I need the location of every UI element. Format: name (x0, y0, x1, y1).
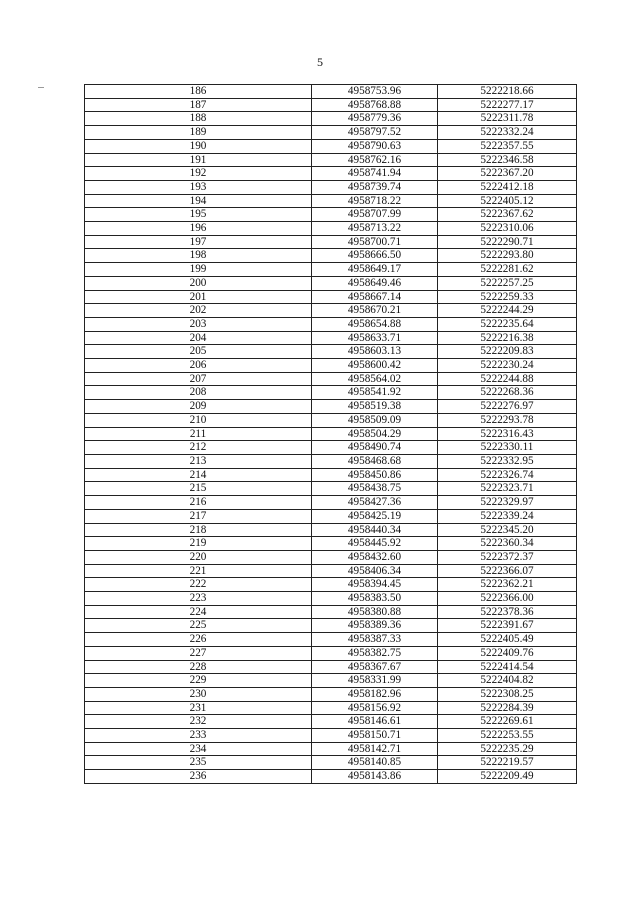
x-coordinate-cell: 4958790.63 (312, 139, 438, 153)
x-coordinate-cell: 4958779.36 (312, 112, 438, 126)
x-coordinate-cell: 4958140.85 (312, 756, 438, 770)
point-number-cell: 236 (85, 770, 312, 784)
y-coordinate-cell: 5222311.78 (438, 112, 577, 126)
y-coordinate-cell: 5222332.95 (438, 454, 577, 468)
point-number-cell: 195 (85, 208, 312, 222)
y-coordinate-cell: 5222219.57 (438, 756, 577, 770)
point-number-cell: 209 (85, 400, 312, 414)
point-number-cell: 210 (85, 413, 312, 427)
x-coordinate-cell: 4958654.88 (312, 317, 438, 331)
x-coordinate-cell: 4958156.92 (312, 701, 438, 715)
x-coordinate-cell: 4958509.09 (312, 413, 438, 427)
x-coordinate-cell: 4958753.96 (312, 85, 438, 99)
x-coordinate-cell: 4958450.86 (312, 468, 438, 482)
point-number-cell: 228 (85, 660, 312, 674)
y-coordinate-cell: 5222293.80 (438, 249, 577, 263)
table-row (85, 249, 577, 263)
point-number-cell: 217 (85, 509, 312, 523)
x-coordinate-cell: 4958633.71 (312, 331, 438, 345)
table-row (85, 687, 577, 701)
y-coordinate-cell: 5222308.25 (438, 687, 577, 701)
point-number-cell: 202 (85, 304, 312, 318)
table-row (85, 701, 577, 715)
point-number-cell: 208 (85, 386, 312, 400)
y-coordinate-cell: 5222357.55 (438, 139, 577, 153)
table-row (85, 372, 577, 386)
x-coordinate-cell: 4958797.52 (312, 126, 438, 140)
x-coordinate-cell: 4958143.86 (312, 770, 438, 784)
table-row (85, 715, 577, 729)
table-row (85, 400, 577, 414)
point-number-cell: 187 (85, 98, 312, 112)
point-number-cell: 232 (85, 715, 312, 729)
table-row (85, 263, 577, 277)
x-coordinate-cell: 4958389.36 (312, 619, 438, 633)
point-number-cell: 191 (85, 153, 312, 167)
table-row (85, 633, 577, 647)
point-number-cell: 213 (85, 454, 312, 468)
x-coordinate-cell: 4958468.68 (312, 454, 438, 468)
y-coordinate-cell: 5222310.06 (438, 222, 577, 236)
point-number-cell: 190 (85, 139, 312, 153)
table-row (85, 592, 577, 606)
point-number-cell: 235 (85, 756, 312, 770)
x-coordinate-cell: 4958649.17 (312, 263, 438, 277)
point-number-cell: 218 (85, 523, 312, 537)
table-row (85, 619, 577, 633)
table-row (85, 578, 577, 592)
x-coordinate-cell: 4958142.71 (312, 742, 438, 756)
x-coordinate-cell: 4958406.34 (312, 564, 438, 578)
x-coordinate-cell: 4958670.21 (312, 304, 438, 318)
table-row (85, 194, 577, 208)
point-number-cell: 234 (85, 742, 312, 756)
x-coordinate-cell: 4958383.50 (312, 592, 438, 606)
y-coordinate-cell: 5222414.54 (438, 660, 577, 674)
point-number-cell: 215 (85, 482, 312, 496)
y-coordinate-cell: 5222372.37 (438, 550, 577, 564)
x-coordinate-cell: 4958519.38 (312, 400, 438, 414)
point-number-cell: 230 (85, 687, 312, 701)
table-row (85, 112, 577, 126)
y-coordinate-cell: 5222391.67 (438, 619, 577, 633)
x-coordinate-cell: 4958440.34 (312, 523, 438, 537)
table-row (85, 153, 577, 167)
x-coordinate-cell: 4958541.92 (312, 386, 438, 400)
y-coordinate-cell: 5222330.11 (438, 441, 577, 455)
y-coordinate-cell: 5222253.55 (438, 729, 577, 743)
point-number-cell: 201 (85, 290, 312, 304)
x-coordinate-cell: 4958331.99 (312, 674, 438, 688)
y-coordinate-cell: 5222276.97 (438, 400, 577, 414)
x-coordinate-cell: 4958432.60 (312, 550, 438, 564)
point-number-cell: 205 (85, 345, 312, 359)
y-coordinate-cell: 5222409.76 (438, 646, 577, 660)
x-coordinate-cell: 4958564.02 (312, 372, 438, 386)
y-coordinate-cell: 5222230.24 (438, 359, 577, 373)
coordinates-table (84, 84, 577, 784)
x-coordinate-cell: 4958427.36 (312, 496, 438, 510)
table-row (85, 208, 577, 222)
table-row (85, 180, 577, 194)
table-row (85, 126, 577, 140)
x-coordinate-cell: 4958425.19 (312, 509, 438, 523)
table-row (85, 98, 577, 112)
point-number-cell: 206 (85, 359, 312, 373)
point-number-cell: 231 (85, 701, 312, 715)
table-row (85, 167, 577, 181)
y-coordinate-cell: 5222235.64 (438, 317, 577, 331)
scan-edge-mark (38, 87, 44, 88)
y-coordinate-cell: 5222412.18 (438, 180, 577, 194)
x-coordinate-cell: 4958666.50 (312, 249, 438, 263)
point-number-cell: 226 (85, 633, 312, 647)
table-row (85, 359, 577, 373)
point-number-cell: 188 (85, 112, 312, 126)
x-coordinate-cell: 4958707.99 (312, 208, 438, 222)
table-row (85, 509, 577, 523)
point-number-cell: 186 (85, 85, 312, 99)
x-coordinate-cell: 4958182.96 (312, 687, 438, 701)
y-coordinate-cell: 5222367.20 (438, 167, 577, 181)
table-row (85, 85, 577, 99)
table-row (85, 331, 577, 345)
point-number-cell: 233 (85, 729, 312, 743)
y-coordinate-cell: 5222346.58 (438, 153, 577, 167)
table-row (85, 345, 577, 359)
y-coordinate-cell: 5222367.62 (438, 208, 577, 222)
x-coordinate-cell: 4958762.16 (312, 153, 438, 167)
point-number-cell: 220 (85, 550, 312, 564)
table-row (85, 317, 577, 331)
y-coordinate-cell: 5222316.43 (438, 427, 577, 441)
x-coordinate-cell: 4958713.22 (312, 222, 438, 236)
x-coordinate-cell: 4958600.42 (312, 359, 438, 373)
x-coordinate-cell: 4958490.74 (312, 441, 438, 455)
y-coordinate-cell: 5222268.36 (438, 386, 577, 400)
point-number-cell: 199 (85, 263, 312, 277)
point-number-cell: 197 (85, 235, 312, 249)
table-row (85, 276, 577, 290)
x-coordinate-cell: 4958387.33 (312, 633, 438, 647)
x-coordinate-cell: 4958146.61 (312, 715, 438, 729)
point-number-cell: 193 (85, 180, 312, 194)
x-coordinate-cell: 4958718.22 (312, 194, 438, 208)
y-coordinate-cell: 5222209.49 (438, 770, 577, 784)
y-coordinate-cell: 5222329.97 (438, 496, 577, 510)
point-number-cell: 212 (85, 441, 312, 455)
y-coordinate-cell: 5222277.17 (438, 98, 577, 112)
x-coordinate-cell: 4958739.74 (312, 180, 438, 194)
y-coordinate-cell: 5222405.12 (438, 194, 577, 208)
y-coordinate-cell: 5222235.29 (438, 742, 577, 756)
table-row (85, 235, 577, 249)
x-coordinate-cell: 4958438.75 (312, 482, 438, 496)
x-coordinate-cell: 4958504.29 (312, 427, 438, 441)
y-coordinate-cell: 5222332.24 (438, 126, 577, 140)
point-number-cell: 224 (85, 605, 312, 619)
point-number-cell: 189 (85, 126, 312, 140)
y-coordinate-cell: 5222405.49 (438, 633, 577, 647)
point-number-cell: 200 (85, 276, 312, 290)
y-coordinate-cell: 5222323.71 (438, 482, 577, 496)
point-number-cell: 196 (85, 222, 312, 236)
point-number-cell: 219 (85, 537, 312, 551)
x-coordinate-cell: 4958445.92 (312, 537, 438, 551)
x-coordinate-cell: 4958667.14 (312, 290, 438, 304)
y-coordinate-cell: 5222293.78 (438, 413, 577, 427)
point-number-cell: 223 (85, 592, 312, 606)
point-number-cell: 214 (85, 468, 312, 482)
table-row (85, 468, 577, 482)
table-row (85, 674, 577, 688)
y-coordinate-cell: 5222378.36 (438, 605, 577, 619)
point-number-cell: 225 (85, 619, 312, 633)
table-row (85, 537, 577, 551)
point-number-cell: 222 (85, 578, 312, 592)
point-number-cell: 229 (85, 674, 312, 688)
table-row (85, 441, 577, 455)
table-row (85, 742, 577, 756)
x-coordinate-cell: 4958382.75 (312, 646, 438, 660)
y-coordinate-cell: 5222259.33 (438, 290, 577, 304)
table-row (85, 496, 577, 510)
point-number-cell: 204 (85, 331, 312, 345)
x-coordinate-cell: 4958741.94 (312, 167, 438, 181)
y-coordinate-cell: 5222257.25 (438, 276, 577, 290)
x-coordinate-cell: 4958649.46 (312, 276, 438, 290)
point-number-cell: 192 (85, 167, 312, 181)
y-coordinate-cell: 5222284.39 (438, 701, 577, 715)
point-number-cell: 216 (85, 496, 312, 510)
x-coordinate-cell: 4958603.13 (312, 345, 438, 359)
x-coordinate-cell: 4958700.71 (312, 235, 438, 249)
y-coordinate-cell: 5222244.29 (438, 304, 577, 318)
point-number-cell: 203 (85, 317, 312, 331)
table-row (85, 482, 577, 496)
x-coordinate-cell: 4958394.45 (312, 578, 438, 592)
y-coordinate-cell: 5222269.61 (438, 715, 577, 729)
table-row (85, 564, 577, 578)
page-number: 5 (317, 55, 323, 69)
table-row (85, 646, 577, 660)
x-coordinate-cell: 4958150.71 (312, 729, 438, 743)
y-coordinate-cell: 5222362.21 (438, 578, 577, 592)
table-row (85, 770, 577, 784)
y-coordinate-cell: 5222290.71 (438, 235, 577, 249)
y-coordinate-cell: 5222366.07 (438, 564, 577, 578)
table-row (85, 454, 577, 468)
y-coordinate-cell: 5222366.00 (438, 592, 577, 606)
table-row (85, 427, 577, 441)
table-row (85, 660, 577, 674)
table-row (85, 304, 577, 318)
point-number-cell: 194 (85, 194, 312, 208)
table-row (85, 290, 577, 304)
table-row (85, 605, 577, 619)
coordinates-table-body (85, 85, 577, 784)
y-coordinate-cell: 5222244.88 (438, 372, 577, 386)
x-coordinate-cell: 4958380.88 (312, 605, 438, 619)
y-coordinate-cell: 5222209.83 (438, 345, 577, 359)
point-number-cell: 227 (85, 646, 312, 660)
y-coordinate-cell: 5222326.74 (438, 468, 577, 482)
x-coordinate-cell: 4958367.67 (312, 660, 438, 674)
y-coordinate-cell: 5222218.66 (438, 85, 577, 99)
point-number-cell: 211 (85, 427, 312, 441)
point-number-cell: 221 (85, 564, 312, 578)
y-coordinate-cell: 5222216.38 (438, 331, 577, 345)
table-row (85, 413, 577, 427)
y-coordinate-cell: 5222345.20 (438, 523, 577, 537)
table-row (85, 139, 577, 153)
y-coordinate-cell: 5222404.82 (438, 674, 577, 688)
x-coordinate-cell: 4958768.88 (312, 98, 438, 112)
y-coordinate-cell: 5222281.62 (438, 263, 577, 277)
y-coordinate-cell: 5222339.24 (438, 509, 577, 523)
point-number-cell: 207 (85, 372, 312, 386)
table-row (85, 222, 577, 236)
table-row (85, 523, 577, 537)
table-row (85, 386, 577, 400)
y-coordinate-cell: 5222360.34 (438, 537, 577, 551)
table-row (85, 756, 577, 770)
table-row (85, 729, 577, 743)
point-number-cell: 198 (85, 249, 312, 263)
table-row (85, 550, 577, 564)
